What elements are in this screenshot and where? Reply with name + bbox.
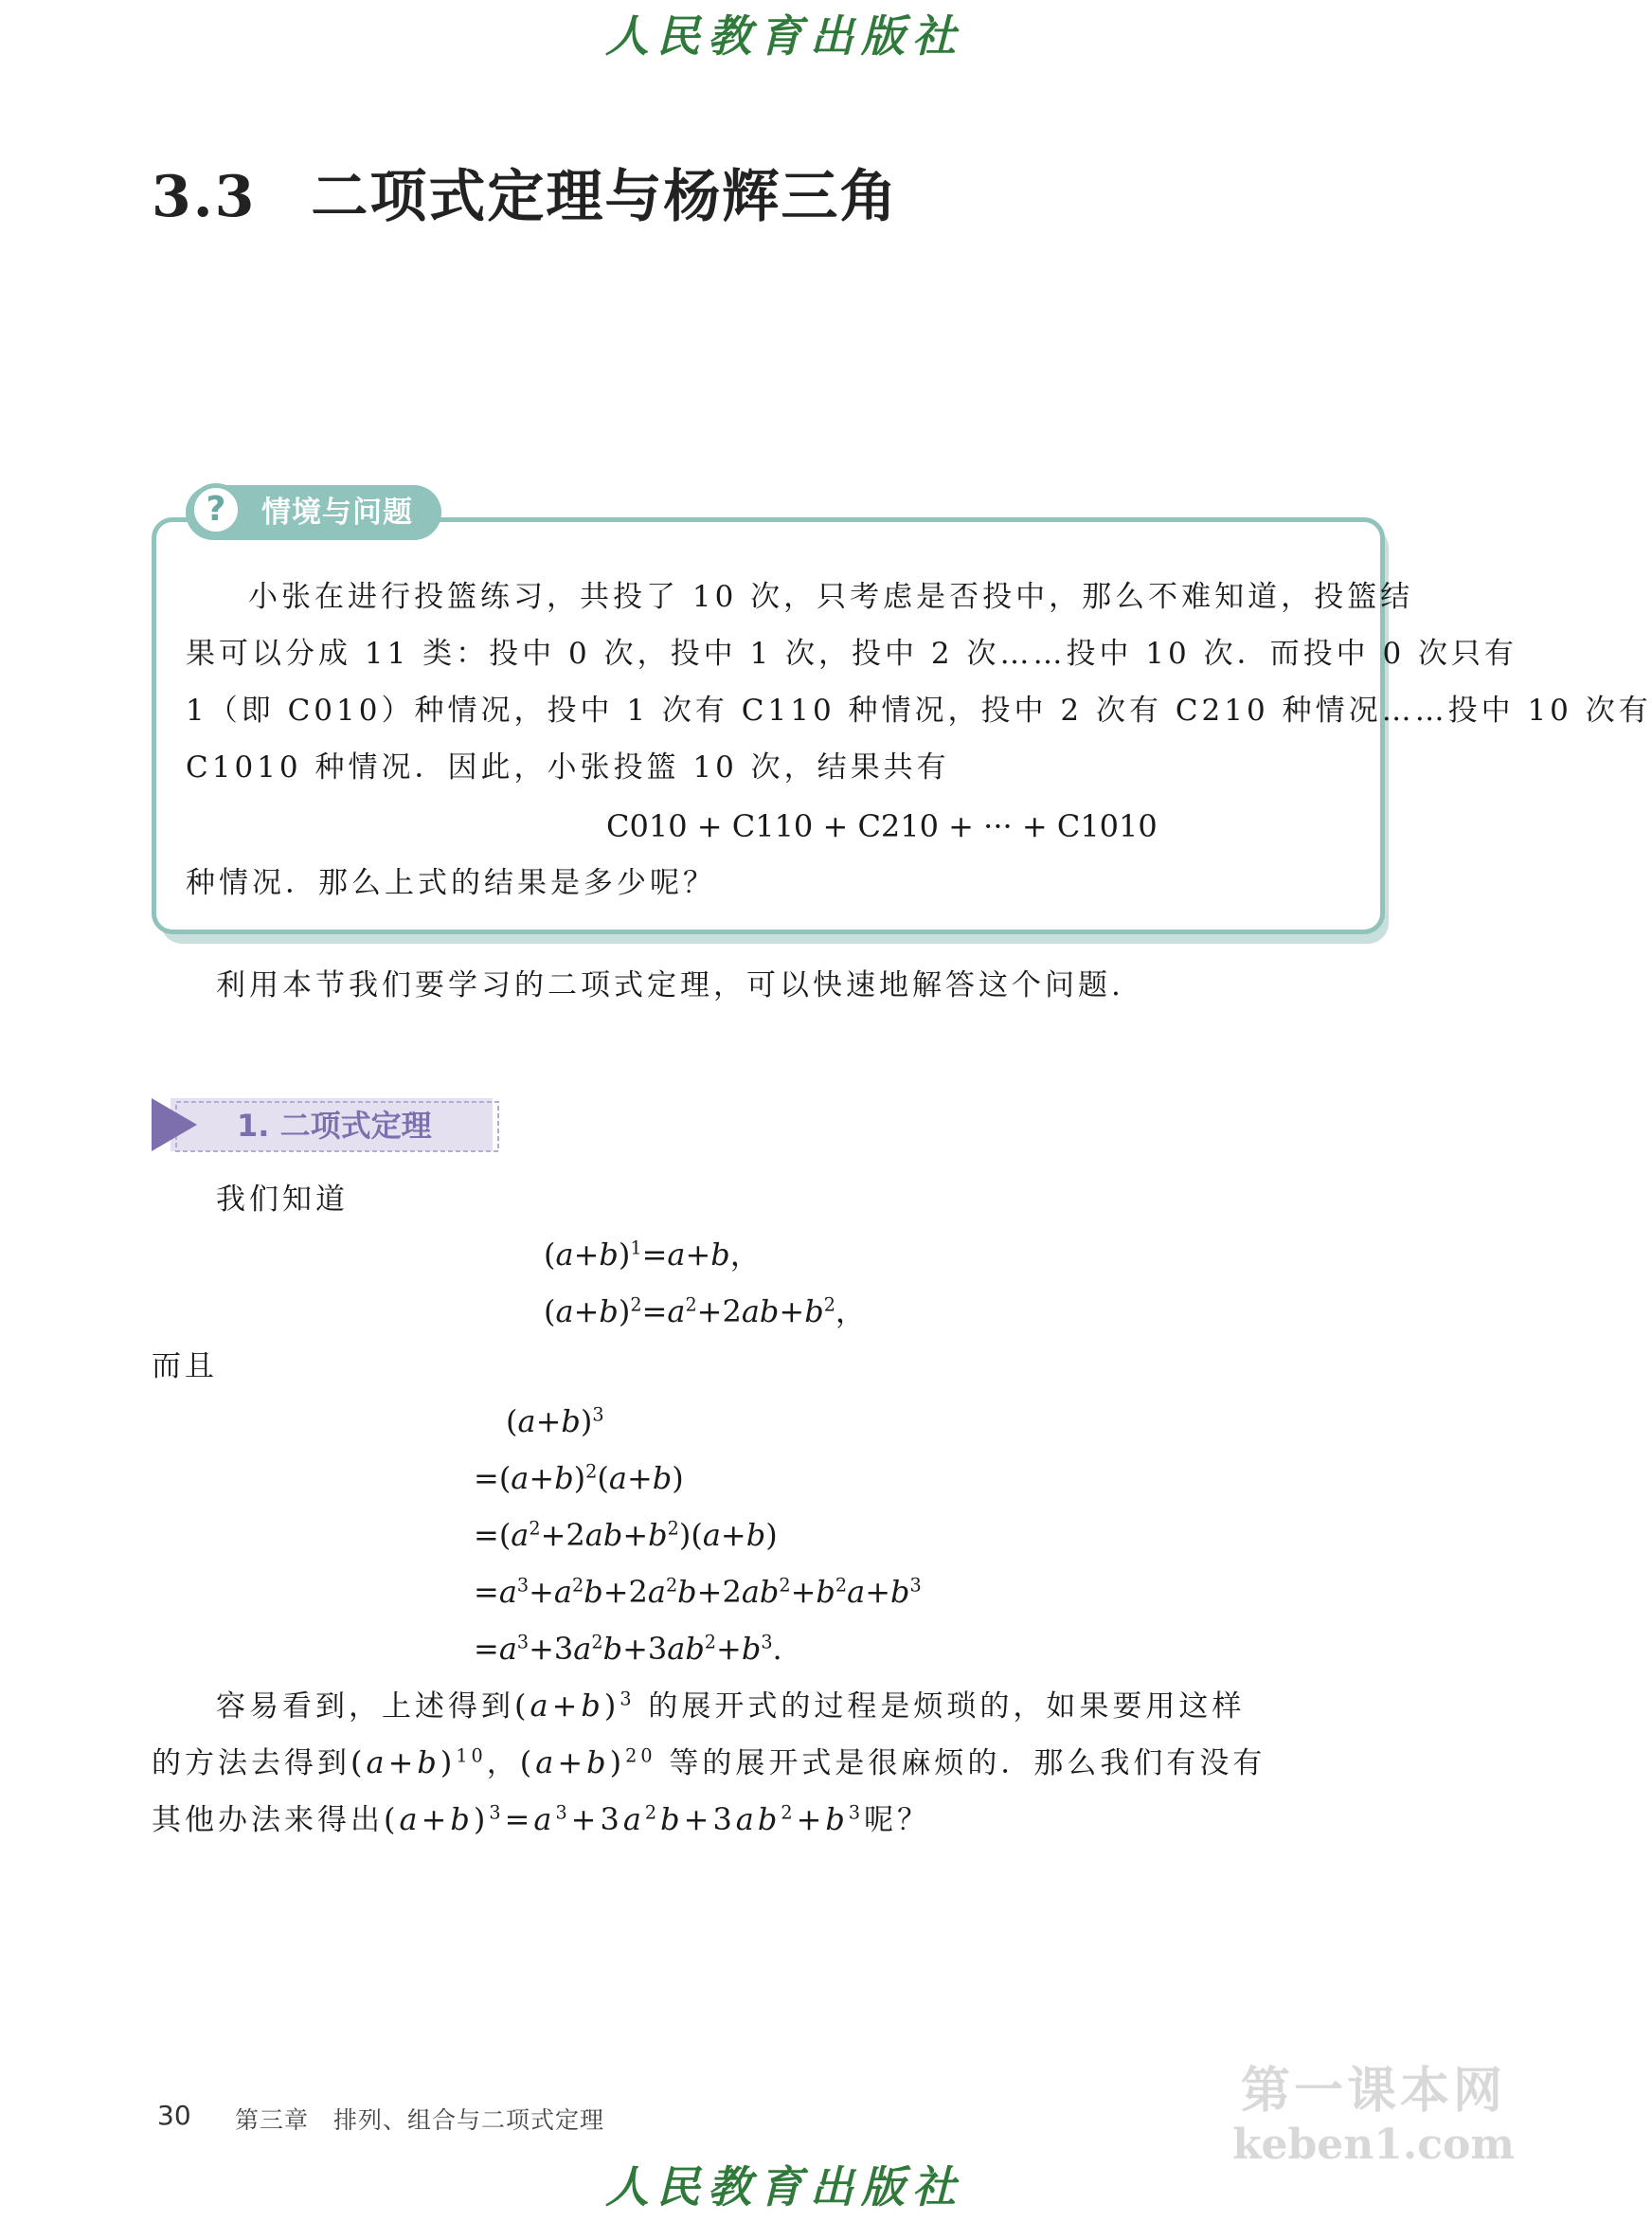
scenario-line-2: 果可以分成 11 类：投中 0 次，投中 1 次，投中 2 次……投中 10 次．而投中 0 次只有 [186, 637, 1518, 671]
scenario-line-1: 小张在进行投篮练习，共投了 10 次，只考虑是否投中，那么不难知道，投篮结 [248, 580, 1414, 614]
formula-3-line-4: $=a^3+a^2b+2a^2b+2ab^2+b^2a+b^3$ [474, 1574, 922, 1610]
formula-2: $(a+b)^2=a^2+2ab+b^2$， [544, 1293, 866, 1329]
formula-3-line-5: $=a^3+3a^2b+3ab^2+b^3$. [474, 1631, 782, 1667]
formula-3-line-3: $=(a^2+2ab+b^2)(a+b)$ [474, 1517, 778, 1553]
scenario-line-3: 1（即 C010）种情况，投中 1 次有 C110 种情况，投中 2 次有 C210 种情况……投中 10 次有 [186, 694, 1652, 728]
scenario-line-4: C1010 种情况．因此，小张投篮 10 次，结果共有 [186, 750, 950, 785]
formula-1: $(a+b)^1=a+b$， [544, 1237, 761, 1273]
body-and: 而且 [152, 1349, 218, 1383]
body-paragraph-line-3: 其他办法来得出$(a+b)^3=a^3+3a^2b+3ab^2+b^3$呢？ [152, 1801, 931, 1837]
watermark-line-2: keben1.com [1232, 2121, 1515, 2169]
formula-3-line-1: $(a+b)^3$ [506, 1403, 604, 1439]
publisher-logo-top: 人民教育出版社 [605, 10, 963, 62]
scenario-label: 情境与问题 [186, 485, 441, 540]
scenario-line-6: 种情况．那么上式的结果是多少呢？ [186, 866, 716, 900]
body-paragraph-line-2: 的方法去得到$(a+b)^{10}$，$(a+b)^{20}$ 等的展开式是很麻烦的．那么我们有没有 [152, 1744, 1266, 1780]
formula-3-line-2: $=(a+b)^2(a+b)$ [474, 1460, 684, 1496]
section-title [152, 152, 898, 233]
question-book-icon: ? [189, 483, 242, 536]
scenario-sum-formula: C010 + C110 + C210 + ··· + C1010 [606, 808, 1158, 844]
section-title-text: 二项式定理与杨辉三角 [311, 164, 899, 230]
publisher-logo-bottom: 人民教育出版社 [605, 2161, 963, 2212]
page-number: 30 [157, 2100, 191, 2131]
body-paragraph-line-1: 容易看到，上述得到$(a+b)^3$ 的展开式的过程是烦琐的，如果要用这样 [216, 1688, 1246, 1724]
watermark-line-1: 第一课本网 [1240, 2063, 1506, 2120]
body-we-know: 我们知道 [216, 1183, 349, 1217]
intro-paragraph: 利用本节我们要学习的二项式定理，可以快速地解答这个问题. [216, 968, 1124, 1002]
section-number: 3.3 [152, 164, 257, 230]
chapter-title: 第三章 排列、组合与二项式定理 [235, 2106, 605, 2134]
subsection-title: 1. 二项式定理 [237, 1108, 432, 1144]
